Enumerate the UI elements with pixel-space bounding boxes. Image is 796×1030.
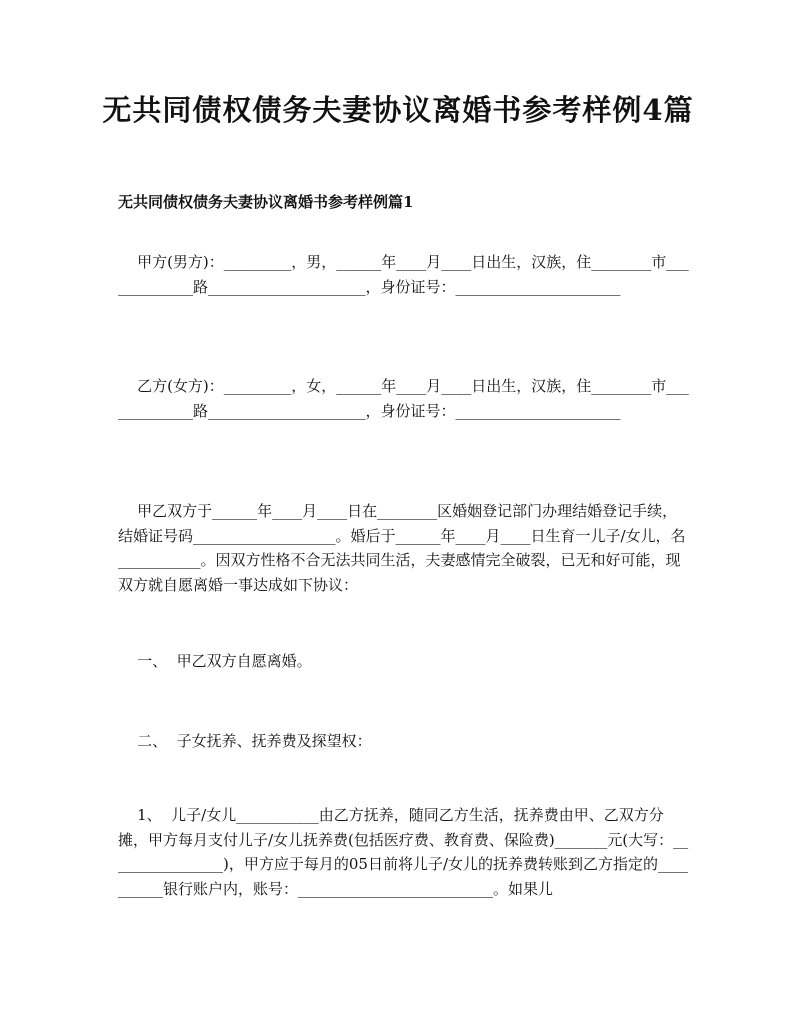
clause-2-1-paragraph: 1、 儿子/女儿___________由乙方抚养，随同乙方生活，抚养费由甲、乙双方分摊，甲方每月支付儿子/女儿抚养费(包括医疗费、教育费、保险费)_______元(大写：________________)，甲方应于每月的05日前将儿子/女儿的抚养费转账到乙方指定的__________银行账户内，账号：__________________________。如果儿 (118, 806, 689, 898)
party-b-paragraph: 乙方(女方)：_________，女，______年____月____日出生，汉族，住________市_____________路_____________________，身份证号：______________________ (118, 377, 689, 420)
clause-2-paragraph: 二、 子女抚养、抚养费及探望权： (118, 732, 372, 750)
clause-1-paragraph: 一、 甲乙双方自愿离婚。 (118, 652, 312, 670)
document-title: 无共同债权债务夫妻协议离婚书参考样例4篇 (102, 93, 694, 127)
section-heading: 无共同债权债务夫妻协议离婚书参考样例篇1 (118, 193, 414, 211)
party-a-paragraph: 甲方(男方)：_________，男，______年____月____日出生，汉族，住________市_____________路_____________________，身份证号：______________________ (118, 253, 689, 296)
marriage-info-paragraph: 甲乙双方于______年____月____日在________区婚姻登记部门办理结婚登记手续，结婚证号码___________________。婚后于______年____月____日生育一儿子/女儿，名___________。因双方性格不合无法共同生活，夫妻感情完全破裂，已无和好可能，现双方就自愿离婚一事达成如下协议： (118, 502, 686, 594)
